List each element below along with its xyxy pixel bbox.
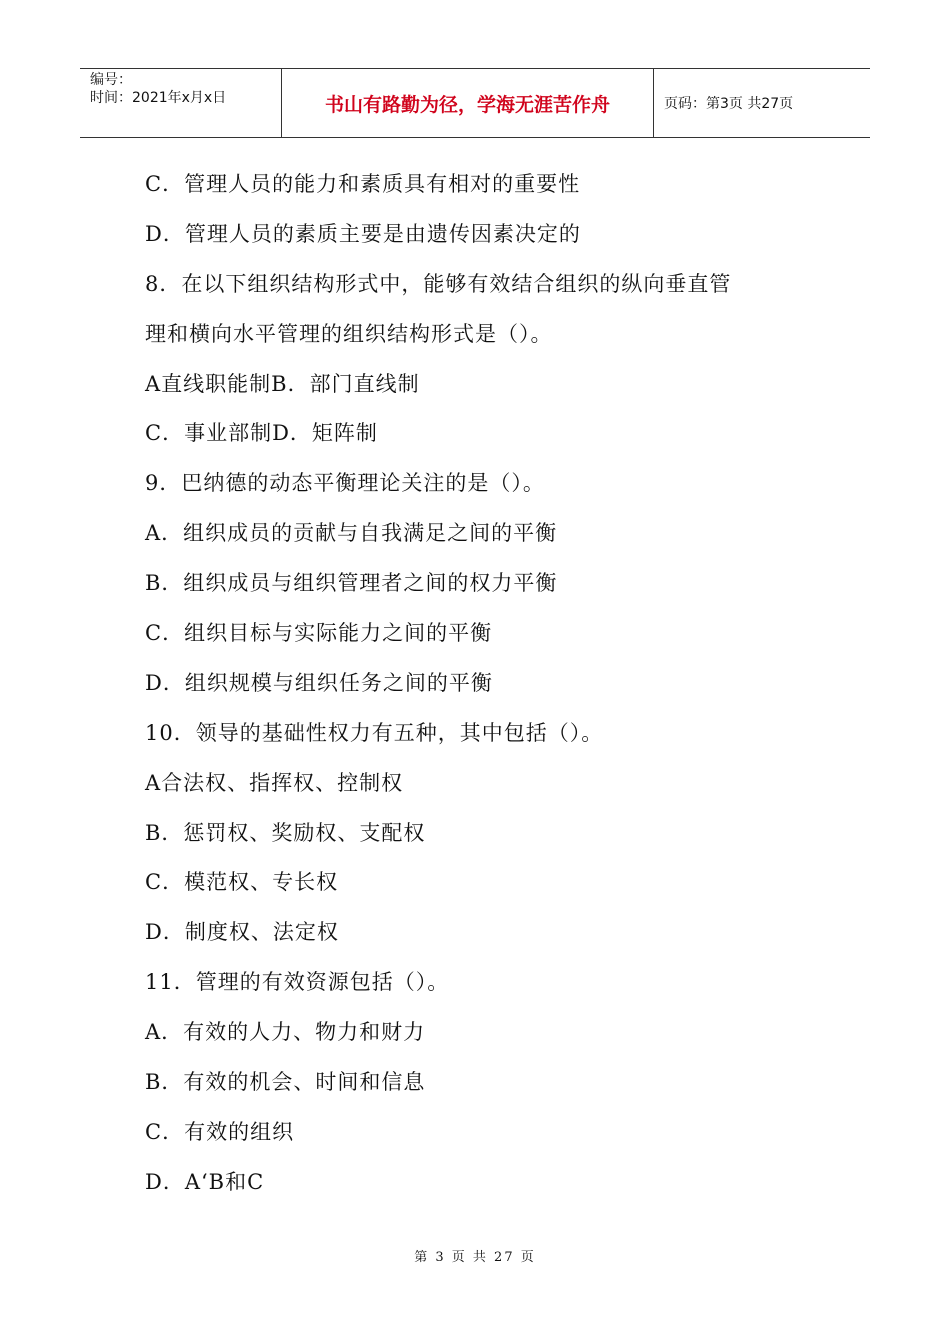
- page-header: [80, 68, 870, 138]
- time-label: 时间：2021年x月x日: [90, 90, 227, 106]
- question-8: 8．在以下组织结构形式中，能够有效结合组织的纵向垂直管: [145, 271, 732, 296]
- text-line: C．模范权、专长权: [145, 870, 339, 895]
- text-line: D．管理人员的素质主要是由遗传因素决定的: [145, 221, 581, 246]
- text-line: C．有效的组织: [145, 1119, 295, 1144]
- text-line: A．有效的人力、物力和财力: [145, 1020, 426, 1045]
- text-line: B．组织成员与组织管理者之间的权力平衡: [145, 571, 558, 596]
- document-body: [145, 164, 805, 1212]
- text-line: D．制度权、法定权: [145, 920, 339, 945]
- text-line: C．组织目标与实际能力之间的平衡: [145, 621, 493, 646]
- question-10: 10．领导的基础性权力有五种，其中包括（）。: [145, 720, 604, 745]
- text-line: D．组织规模与组织任务之间的平衡: [145, 670, 493, 695]
- text-line: C．事业部制D．矩阵制: [145, 421, 378, 446]
- text-line: B．惩罚权、奖励权、支配权: [145, 820, 426, 845]
- text-line: C．管理人员的能力和素质具有相对的重要性: [145, 172, 581, 196]
- page-footer: 第 3 页 共 27 页: [414, 1250, 536, 1265]
- question-11: 11．管理的有效资源包括（）。: [145, 970, 450, 995]
- number-label: 编号：: [90, 72, 132, 88]
- text-line: D．A‘B和C: [145, 1169, 265, 1194]
- text-line: A．组织成员的贡献与自我满足之间的平衡: [145, 521, 558, 546]
- text-line: A合法权、指挥权、控制权: [145, 770, 404, 795]
- question-9: 9．巴纳德的动态平衡理论关注的是（）。: [145, 471, 545, 496]
- text-line: A直线职能制B．部门直线制: [145, 371, 420, 396]
- header-left-cell: [80, 69, 282, 137]
- text-line: 理和横向水平管理的组织结构形式是（）。: [145, 321, 553, 346]
- text-line: B．有效的机会、时间和信息: [145, 1070, 426, 1095]
- header-page-info: 页码：第3页 共27页: [664, 96, 794, 112]
- header-motto: 书山有路勤为径，学海无涯苦作舟: [282, 69, 654, 137]
